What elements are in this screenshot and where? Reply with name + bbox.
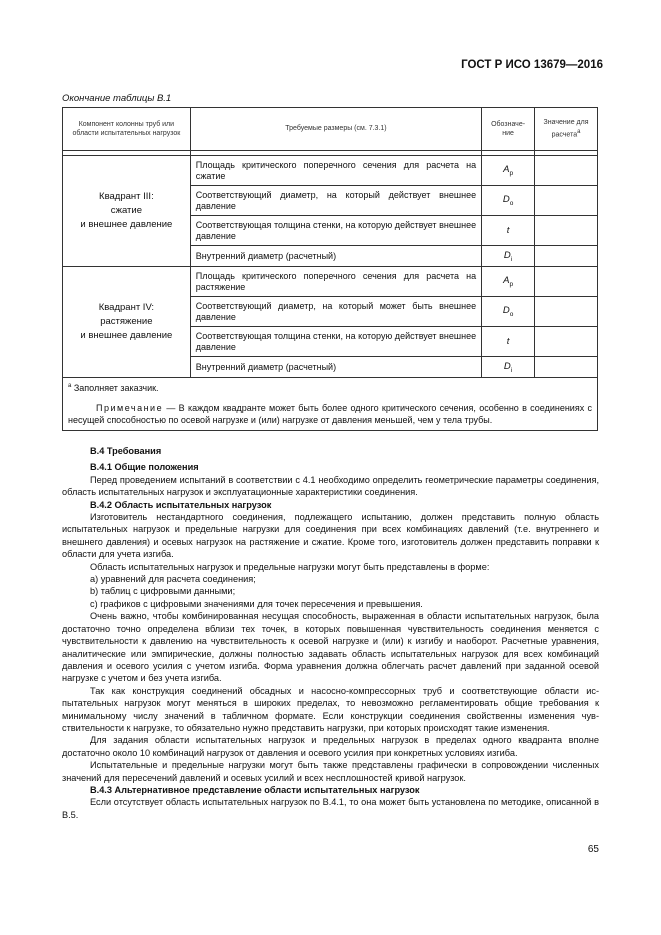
symbol-cell (482, 156, 535, 186)
table-row (63, 156, 598, 186)
symbol: D (503, 249, 511, 261)
requirements-table (62, 107, 598, 431)
quadrant-iv-pressure: и внешнее давление (80, 329, 173, 341)
table-header-row (63, 108, 598, 151)
footnote-mark: а (68, 383, 72, 389)
body-text (62, 445, 599, 821)
symbol: A (503, 275, 510, 287)
quadrant-iv-cell (63, 267, 191, 378)
symbol-cell (482, 327, 535, 357)
symbol-cell (482, 297, 535, 327)
value-cell[interactable] (535, 357, 598, 378)
col-value-header (535, 108, 598, 151)
section-heading-b42: В.4.2 Область испытательных нагрузок (90, 499, 272, 510)
requirement-cell: Соответствующая толщина стенки, на которую действует внешнее давление (190, 327, 481, 357)
symbol: D (503, 360, 511, 372)
footnote-text: Заполняет заказчик. (73, 383, 159, 393)
col-value-footnote-mark: а (577, 128, 581, 135)
document-header: ГОСТ Р ИСО 13679—2016 (461, 59, 603, 71)
symbol-subscript: o (509, 310, 514, 318)
quadrant-iv-name: Квадрант IV: (98, 302, 155, 314)
paragraph: Перед проведением испытаний в соответствии с 4.1 необходимо определить геометрические параметры соединения, область испытательных нагрузок и эксплуатационные характеристики соединения. (62, 474, 599, 498)
value-cell[interactable] (535, 216, 598, 246)
table-footnote (68, 382, 592, 394)
table-note (68, 402, 592, 426)
paragraph: Испытательные и предельные нагрузки могут быть также представлены графически в сопровождении численных значений для пересечений давлений и осевых усилий и всех несплошностей кривой нагрузок. (62, 760, 599, 783)
symbol-cell (482, 216, 535, 246)
requirement-cell: Площадь критического поперечного сечения для расчета на сжатие (190, 156, 481, 186)
symbol: D (502, 194, 510, 206)
paragraph: Очень важно, чтобы комбинированная несущая способность, выраженная в области испытательных нагрузок, была достаточно точно определена вблизи тех точек, в которых повышенная чувствительность соединения меняется с чувствительности к давлению на чувствительность к осевой нагрузке и (или) к изгибу и наоборот. Расчетные уравнения, аналитические или эмпирические, должны полностью задавать область испытательных нагрузок для всех комбинаций давления и осевого усилия с учетом изгиба. Форма уравнения должна облегчать расчет давлений при заданной осевой нагрузке с учетом и без учета изгиба. (62, 611, 599, 684)
paragraph: Если отсутствует область испытательных нагрузок по В.4.1, то она может быть установлена по методике, описанной в В.5. (62, 797, 599, 820)
symbol: D (502, 305, 510, 317)
symbol: t (506, 336, 510, 347)
quadrant-iv-load: растяжение (100, 316, 153, 328)
col-value-label: Значение для расчета (543, 119, 589, 139)
symbol-subscript: o (509, 199, 514, 207)
table-caption: Окончание таблицы В.1 (62, 93, 172, 104)
symbol: t (506, 225, 510, 236)
value-cell[interactable] (535, 186, 598, 216)
list-item: а) уравнений для расчета соединения; (90, 574, 256, 585)
requirement-cell: Площадь критического поперечного сечения для расчета на растяжение (190, 267, 481, 297)
paragraph: Так как конструкция соединений обсадных и насосно-компрессорных труб и соответствующие области испытательных нагрузок могут меняться в широких пределах, то невозможно регламентировать общие требования к минимальному числу значений в табличном формате. Если конструкции соединения свойственны изменения чувствительности к нагрузке, то обязательно нужно представить нагрузки, при которых происходят такие изменения. (62, 685, 599, 733)
note-text: — В каждом квадранте может быть более одного критического сечения, особенно в соединениях с несущей способностью по осевой нагрузке и (или) нагрузке от давления меньшей, чем у тела трубы. (68, 403, 592, 426)
symbol-cell (482, 186, 535, 216)
symbol-subscript: p (509, 169, 514, 177)
paragraph: Для задания области испытательных нагрузок и предельных нагрузок в пределах одного квадранта вполне достаточно около 10 комбинаций нагрузок от давления и осевого усилия при конкретных условиях изгиба. (62, 735, 599, 758)
table-notes (63, 378, 598, 431)
section-heading-b41: В.4.1 Общие положения (90, 462, 199, 473)
requirement-cell: Соответствующий диаметр, на который действует внешнее давление (190, 186, 481, 216)
col-dims-header: Требуемые размеры (см. 7.3.1) (190, 108, 481, 151)
value-cell[interactable] (535, 246, 598, 267)
symbol-subscript: i (510, 255, 513, 263)
col-symbol-header: Обозначение (482, 108, 535, 151)
list-item: b) таблиц с цифровыми данными; (90, 586, 236, 597)
requirement-cell: Соответствующий диаметр, на который может быть внешнее давление (190, 297, 481, 327)
value-cell[interactable] (535, 327, 598, 357)
requirement-cell: Внутренний диаметр (расчетный) (190, 357, 481, 378)
requirement-cell: Соответствующая толщина стенки, на которую действует внешнее давление (190, 216, 481, 246)
symbol-subscript: p (509, 280, 514, 288)
note-label: Примечание (96, 403, 164, 414)
quadrant-iii-cell (63, 156, 191, 267)
value-cell[interactable] (535, 156, 598, 186)
paragraph: Область испытательных нагрузок и предельные нагрузки могут быть представлены в форме: (90, 561, 490, 572)
col-component-header: Компонент колонны труб или области испытательных нагрузок (63, 108, 191, 151)
value-cell[interactable] (535, 267, 598, 297)
symbol-subscript: i (510, 366, 513, 374)
page-number: 65 (587, 844, 599, 855)
table-notes-row (63, 378, 598, 431)
quadrant-iii-pressure: и внешнее давление (80, 218, 173, 230)
requirement-cell: Внутренний диаметр (расчетный) (190, 246, 481, 267)
paragraph: Изготовитель нестандартного соединения, подлежащего испытанию, должен представить полную область испытательных нагрузок и предельные нагрузки для соединения при всех комбинациях давлений (т.е. внутреннего и внешнего давления) и осевых нагрузок на растяжение и сжатие. Кроме того, изготовитель должен представить поправки к области для учета изгиба. (62, 512, 599, 560)
section-heading-b4: В.4 Требования (90, 446, 162, 456)
symbol-cell (482, 246, 535, 267)
quadrant-iii-load: сжатие (110, 205, 142, 217)
list-item: с) графиков с цифровыми значениями для точек пересечения и превышения. (90, 598, 423, 609)
table-row (63, 267, 598, 297)
symbol-cell (482, 357, 535, 378)
symbol-cell (482, 267, 535, 297)
symbol: A (503, 164, 510, 176)
section-heading-b43: В.4.3 Альтернативное представление области испытательных нагрузок (90, 784, 420, 795)
quadrant-iii-name: Квадрант III: (99, 191, 154, 203)
value-cell[interactable] (535, 297, 598, 327)
